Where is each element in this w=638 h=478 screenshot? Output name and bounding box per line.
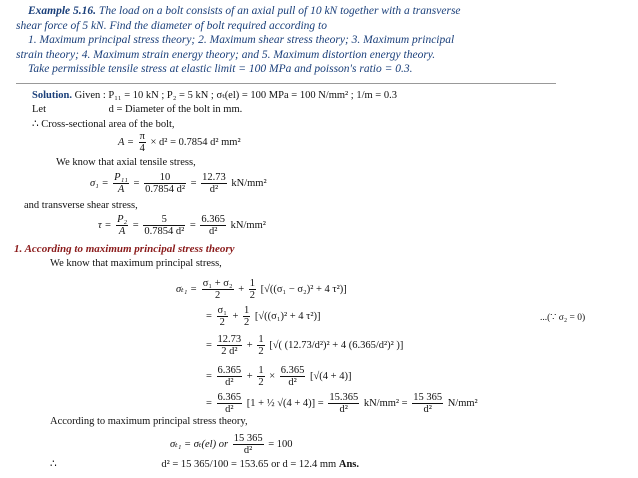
let-definition: d = Diameter of the bolt in mm. <box>108 104 243 115</box>
principal-row-2: = $\frac{\text{σ₁}}{2}$ + $\frac{1}{2}$ [√((σ₁)² + 4 τ²)] <box>206 305 321 328</box>
r5-den2: d² <box>339 404 348 415</box>
r3-frac <box>217 334 243 357</box>
p2-over-a <box>116 214 128 237</box>
therefore-symbol: ∴ <box>50 459 57 470</box>
r2-half <box>243 305 250 328</box>
section1-intro: We know that maximum principal stress, <box>50 258 222 269</box>
area-lhs: A = <box>118 136 134 148</box>
shear-intro: and transverse shear stress, <box>24 200 138 211</box>
given-values: Given : P₁₁ = 10 kN ; P₂ = 5 kN ; σₜ(el) = 100 MPa = 100 N/mm² ; 1/m = 0.3 <box>74 90 397 101</box>
r5-unit2: N/mm² <box>447 397 478 409</box>
section1-heading: 1. According to maximum principal stress theory <box>14 243 235 255</box>
sigma1-equation: σ₁ = $\frac{\text{P₁₁}}{A}$ = $\frac{10}{\text{0.7854 d²}}$ = $\frac{12.73}{\text{d²}}$ kN/mm² <box>90 172 267 195</box>
r2-num: σ₁ <box>217 305 227 316</box>
area-intro: ∴ Cross-sectional area of the bolt, <box>32 119 175 130</box>
r1-half <box>249 278 256 301</box>
area-d1: 0.7854 d² <box>145 184 185 195</box>
example-line-3: 1. Maximum principal stress theory; 2. Maximum shear stress theory; 3. Maximum principal <box>28 34 455 46</box>
r4-num2: 6.365 <box>280 365 305 376</box>
r5-num2: 15.365 <box>329 392 359 403</box>
r5-num3: 15 365 <box>413 392 443 403</box>
let-line <box>32 104 242 115</box>
pi-den: 4 <box>139 143 145 154</box>
s1-res-num: 12.73 <box>202 172 226 183</box>
r2-den: 2 <box>219 317 225 328</box>
r3-half-n: 1 <box>258 334 264 345</box>
example-title: Example 5.16. <box>28 5 97 17</box>
principal-row-1: σₜ₁ = $\frac{\text{σ₁ + σ₂}}{2}$ + $\frac{1}{2}$ [√((σ₁ − σ₂)² + 4 τ²)] <box>176 278 347 301</box>
pi-num: π <box>139 131 145 142</box>
s1-unit: kN/mm² <box>231 177 267 189</box>
five-over-area <box>143 214 185 237</box>
theory-line: According to maximum principal stress theory, <box>50 416 248 427</box>
solution-given <box>32 89 397 101</box>
r5-unit1: kN/mm² = <box>363 397 408 409</box>
r5-den1: d² <box>225 404 234 415</box>
area-equation <box>118 131 241 154</box>
r2-tail: [√((σ₁)² + 4 τ²)] <box>254 310 321 322</box>
divider <box>16 83 556 84</box>
p1-over-a <box>113 172 129 195</box>
example-text-1: The load on a bolt consists of an axial pull of 10 kN together with a transverse <box>98 5 461 17</box>
r5-frac2 <box>328 392 359 415</box>
r4-half <box>257 365 264 388</box>
a1: A <box>117 184 125 195</box>
pi-over-4 <box>139 131 146 154</box>
r3-half-d: 2 <box>258 346 264 357</box>
example-statement <box>16 4 461 77</box>
eq-den: d² <box>243 445 253 456</box>
example-line-4: strain theory; 4. Maximum strain energy theory; and 5. Maximum distortion energy theory. <box>16 48 436 61</box>
r3-tail: [√( (12.73/d²)² + 4 (6.365/d²)² )] <box>269 339 404 351</box>
area-rhs: × d² = 0.7854 d² mm² <box>150 136 241 148</box>
tau-lhs: τ = <box>98 219 112 231</box>
r1-frac <box>202 278 234 301</box>
r4-frac1 <box>217 365 243 388</box>
principal-row-4: = $\frac{6.365}{\text{d²}}$ + $\frac{1}{2}$ × $\frac{6.365}{\text{d²}}$ [√(4 + 4)] <box>206 365 352 388</box>
r5-den3: d² <box>423 404 432 415</box>
r4-den2: d² <box>288 377 297 388</box>
axial-intro: We know that axial tensile stress, <box>56 157 196 168</box>
example-line-2: shear force of 5 kN. Find the diameter of bolt required according to <box>16 19 327 32</box>
tau-equation: τ = $\frac{\text{P₂}}{A}$ = $\frac{5}{\text{0.7854 d²}}$ = $\frac{6.365}{\text{d²}}$ kN/mm² <box>98 214 266 237</box>
r2-half-n: 1 <box>244 305 250 316</box>
r4-tail: [√(4 + 4)] <box>310 370 352 382</box>
ten: 10 <box>144 172 186 184</box>
r5-frac1 <box>217 392 243 415</box>
r1-tail: [√((σ₁ − σ₂)² + 4 τ²)] <box>260 283 347 295</box>
tau-res-num: 6.365 <box>201 214 226 225</box>
example-line-1 <box>28 4 461 19</box>
r3-half <box>257 334 264 357</box>
sigma2-zero-note: ...(∵ σ₂ = 0) <box>540 313 586 323</box>
r1-den: 2 <box>215 290 221 301</box>
tau-result <box>200 214 226 237</box>
solution-label: Solution. <box>32 90 72 101</box>
principal-row-3: = $\frac{12.73}{\text{2 d²}}$ + $\frac{1}{2}$ [√( (12.73/d²)² + 4 (6.365/d²)² )] <box>206 334 404 357</box>
r4-half-n: 1 <box>258 365 264 376</box>
five: 5 <box>143 214 185 226</box>
r1-half-d: 2 <box>249 290 256 301</box>
r1-lhs: σₜ₁ = <box>176 283 198 295</box>
area-d2: 0.7854 d² <box>144 226 185 237</box>
r5-num1: 6.365 <box>217 392 242 403</box>
r5-mid: [1 + ½ √(4 + 4)] = <box>246 397 324 409</box>
a2: A <box>118 226 126 237</box>
r2-half-d: 2 <box>244 317 250 328</box>
ten-over-area <box>144 172 186 195</box>
r5-frac3 <box>412 392 443 415</box>
r3-num: 12.73 <box>217 334 242 345</box>
eq-num: 15 365 <box>233 433 263 444</box>
r2-frac <box>217 305 228 328</box>
r1-half-n: 1 <box>249 278 256 289</box>
p1: P₁₁ <box>114 172 128 183</box>
equate-line <box>170 433 292 456</box>
p2: P₂ <box>117 214 128 225</box>
answer-label: Ans. <box>338 459 359 470</box>
eq-lhs: σₜ₁ = σₜ(el) or <box>170 438 229 450</box>
r3-den: 2 d² <box>221 346 238 357</box>
principal-row-5: = $\frac{6.365}{\text{d²}}$ [1 + ½ √(4 + 4)] = $\frac{15.365}{\text{d²}}$ kN/mm² = $\frac{15 365}{\text{d²}}$ N/mm² <box>206 392 478 415</box>
eq-frac <box>233 433 264 456</box>
r4-den1: d² <box>225 377 234 388</box>
s1-res-den: d² <box>209 184 219 195</box>
final-line <box>50 458 359 470</box>
sigma1-lhs: σ₁ = <box>90 177 109 189</box>
r1-num: σ₁ + σ₂ <box>202 278 233 289</box>
example-line-5: Take permissible tensile stress at elastic limit = 100 MPa and poisson's ratio = 0.3. <box>28 63 413 75</box>
tau-res-den: d² <box>209 226 218 237</box>
tau-unit: kN/mm² <box>230 219 266 231</box>
eq-rhs: = 100 <box>268 438 293 450</box>
r4-num1: 6.365 <box>217 365 242 376</box>
let-word: Let <box>32 104 46 115</box>
final-result: d² = 15 365/100 = 153.65 or d = 12.4 mm <box>161 459 337 470</box>
s1-result <box>201 172 227 195</box>
r4-half-d: 2 <box>258 377 264 388</box>
r4-frac2 <box>280 365 306 388</box>
